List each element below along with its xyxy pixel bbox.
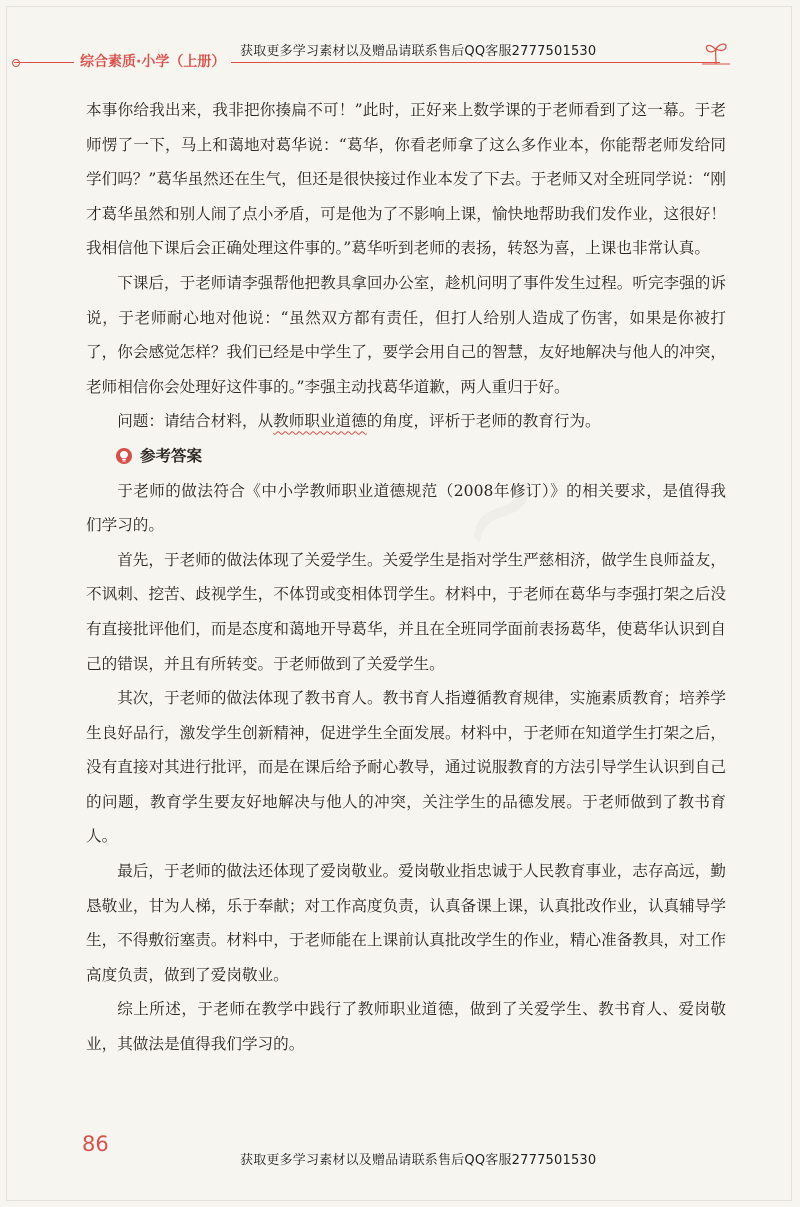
answer-paragraph-2: 首先，于老师的做法体现了关爱学生。关爱学生是指对学生严慈相济，做学生良师益友，不讽刺、挖苦、歧视学生，不体罚或变相体罚学生。材料中，于老师在葛华与李强打架之后没有直接批评他们，而是态度和蔼地开导葛华，并且在全班同学面前表扬葛华，使葛华认识到自己的错误，并且有所转变。于老师做到了关爱学生。 [86,550,726,673]
story-paragraph-2: 下课后，于老师请李强帮他把教具拿回办公室，趁机问明了事件发生过程。听完李强的诉说，于老师耐心地对他说：“虽然双方都有责任，但打人给别人造成了伤害，如果是你被打了，你会感觉怎样？我们已经是中学生了，要学会用自己的智慧，友好地解决与他人的冲突，老师相信你会处理好这件事的。”李强主动找葛华道歉，两人重归于好。 [86,273,726,396]
question-highlight: 教师职业道德 [273,412,367,431]
answer-heading-text: 参考答案 [140,446,203,465]
header-dot [12,59,20,67]
answer-heading [116,439,726,474]
question-prefix: 问题：请结合材料，从 [117,412,274,431]
watermark-bottom: 获取更多学习素材以及赠品请联系售后QQ客服2777501530 [240,1153,597,1168]
answer-paragraph-4: 最后，于老师的做法还体现了爱岗敬业。爱岗敬业指忠诚于人民教育事业，志存高远，勤恳敬业，甘为人梯，乐于奉献；对工作高度负责，认真备课上课，认真批改作业，认真辅导学生，不得敷衍塞责。材料中，于老师能在上课前认真批改学生的作业，精心准备教具，对工作高度负责，做到了爱岗敬业。 [86,862,726,984]
story-paragraph-1: 本事你给我出来，我非把你揍扁不可！”此时，正好来上数学课的于老师看到了这一幕。于老师愣了一下，马上和蔼地对葛华说：“葛华，你看老师拿了这么多作业本，你能帮老师发给同学们吗？”葛华虽然还在生气，但还是很快接过作业本发了下去。于老师又对全班同学说：“刚才葛华虽然和别人闹了点小矛盾，可是他为了不影响上课，愉快地帮助我们发作业，这很好！我相信他下课后会正确处理这件事的。”葛华听到老师的表扬，转怒为喜，上课也非常认真。 [86,101,726,258]
question-paragraph [86,404,726,439]
bulb-icon [116,448,132,464]
question-suffix: 的角度，评析于老师的教育行为。 [366,412,601,431]
watermark-top: 获取更多学习素材以及赠品请联系售后QQ客服2777501530 [240,44,597,59]
answer-paragraph-5: 综上所述，于老师在教学中践行了教师职业道德，做到了关爱学生、教书育人、爱岗敬业，其做法是值得我们学习的。 [86,1000,726,1054]
book-title: 综合素质·小学（上册） [74,50,231,74]
main-content [86,93,726,1062]
sprout-icon [700,38,732,66]
page-number: 86 [82,1132,109,1156]
answer-paragraph-3: 其次，于老师的做法体现了教书育人。教书育人指遵循教育规律，实施素质教育；培养学生良好品行，激发学生创新精神，促进学生全面发展。材料中，于老师在知道学生打架之后，没有直接对其进行批评，而是在课后给予耐心教导，通过说服教育的方法引导学生认识到自己的问题，教育学生要友好地解决与他人的冲突，关注学生的品德发展。于老师做到了教书育人。 [86,689,726,846]
answer-paragraph-1: 于老师的做法符合《中小学教师职业道德规范（2008年修订）》的相关要求，是值得我们学习的。 [86,481,726,535]
background-watermark: ~ [417,423,584,596]
